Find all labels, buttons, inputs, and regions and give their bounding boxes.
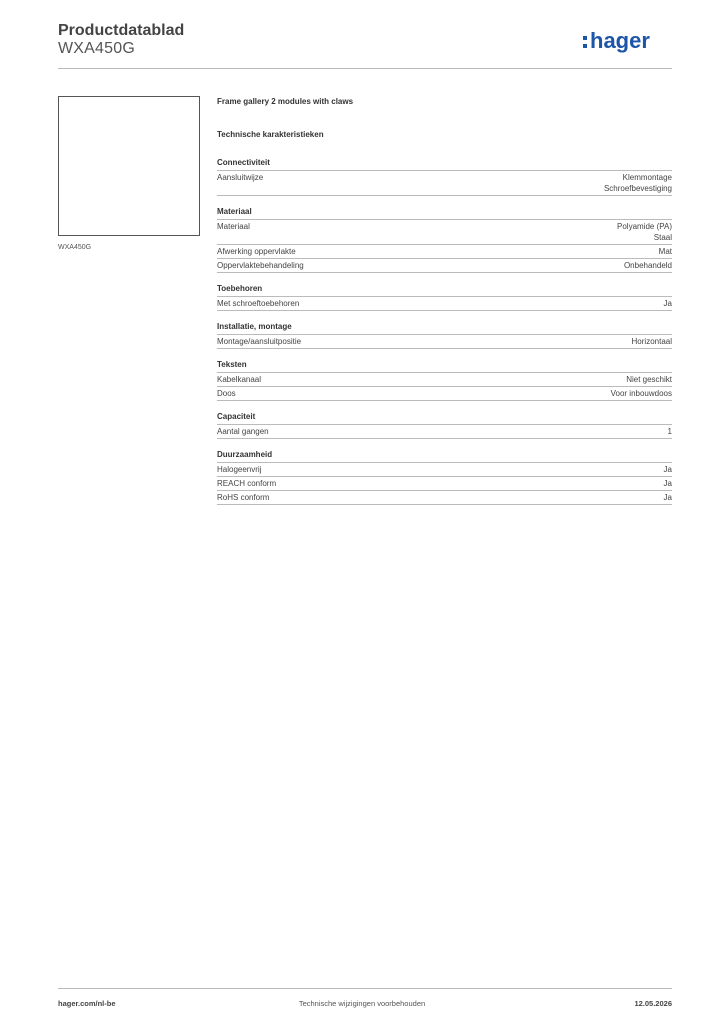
page-title: Productdatablad <box>58 22 185 39</box>
spec-row <box>217 387 672 401</box>
spec-section <box>217 206 672 273</box>
section-title: Installatie, montage <box>217 321 672 335</box>
spec-row <box>217 335 672 349</box>
hager-logo <box>582 25 672 55</box>
spec-value: Onbehandeld <box>623 261 672 270</box>
spec-value: Ja <box>663 493 672 502</box>
spec-row <box>217 259 672 273</box>
spec-values <box>668 426 672 437</box>
spec-value: Klemmontage <box>622 173 672 182</box>
spec-label: Met schroeftoebehoren <box>217 299 300 308</box>
spec-label: Afwerking oppervlakte <box>217 247 296 256</box>
spec-value: Schroefbevestiging <box>603 184 672 193</box>
spec-label: Oppervlaktebehandeling <box>217 261 304 270</box>
spec-row <box>217 220 672 245</box>
spec-row <box>217 463 672 477</box>
spec-value: Ja <box>663 299 672 308</box>
product-code: WXA450G <box>58 40 135 57</box>
spec-row <box>217 297 672 311</box>
section-title: Duurzaamheid <box>217 449 672 463</box>
spec-label: Kabelkanaal <box>217 375 262 384</box>
image-caption: WXA450G <box>58 244 92 251</box>
spec-value: Niet geschikt <box>626 375 672 384</box>
spec-values <box>611 388 672 399</box>
spec-values <box>624 260 672 271</box>
spec-values <box>664 492 672 503</box>
footer-website: hager.com/nl-be <box>58 999 116 1008</box>
spec-row <box>217 373 672 387</box>
spec-values <box>664 298 672 309</box>
section-title: Capaciteit <box>217 411 672 425</box>
spec-values <box>659 246 672 257</box>
product-image <box>58 96 200 236</box>
footer-disclaimer: Technische wijzigingen voorbehouden <box>298 999 426 1008</box>
footer-date: 12.05.2026 <box>634 999 672 1008</box>
spec-sections <box>217 157 672 505</box>
spec-section <box>217 321 672 349</box>
spec-label: Montage/aansluitpositie <box>217 337 302 346</box>
spec-section <box>217 359 672 401</box>
spec-values <box>664 478 672 489</box>
spec-row <box>217 491 672 505</box>
section-title: Toebehoren <box>217 283 672 297</box>
footer-divider <box>58 988 672 989</box>
spec-values <box>632 336 672 347</box>
section-title: Materiaal <box>217 206 672 220</box>
spec-value: Polyamide (PA) <box>617 222 672 231</box>
spec-value: Ja <box>663 465 672 474</box>
spec-label: REACH conform <box>217 479 277 488</box>
spec-label: Halogeenvrij <box>217 465 262 474</box>
spec-value: 1 <box>667 427 672 436</box>
spec-row <box>217 171 672 196</box>
header-divider <box>58 68 672 69</box>
spec-value: Horizontaal <box>631 337 672 346</box>
spec-value: Staal <box>653 233 672 242</box>
section-title: Connectiviteit <box>217 157 672 171</box>
logo-text: hager <box>590 28 650 53</box>
spec-label: Aantal gangen <box>217 427 269 436</box>
spec-section <box>217 449 672 505</box>
spec-values <box>617 221 672 243</box>
spec-values <box>626 374 672 385</box>
spec-row <box>217 425 672 439</box>
spec-content <box>217 96 672 505</box>
spec-label: RoHS conform <box>217 493 270 502</box>
spec-value: Ja <box>663 479 672 488</box>
spec-section <box>217 283 672 311</box>
spec-label: Aansluitwijze <box>217 173 264 182</box>
spec-row <box>217 477 672 491</box>
section-title: Teksten <box>217 359 672 373</box>
spec-value: Voor inbouwdoos <box>610 389 672 398</box>
spec-label: Materiaal <box>217 222 250 231</box>
spec-section <box>217 411 672 439</box>
spec-values <box>664 464 672 475</box>
spec-section <box>217 157 672 196</box>
spec-values <box>604 172 672 194</box>
spec-label: Doos <box>217 389 236 398</box>
product-description: Frame gallery 2 modules with claws <box>217 97 354 106</box>
spec-row <box>217 245 672 259</box>
spec-value: Mat <box>658 247 672 256</box>
tech-characteristics-title: Technische karakteristieken <box>217 130 324 139</box>
